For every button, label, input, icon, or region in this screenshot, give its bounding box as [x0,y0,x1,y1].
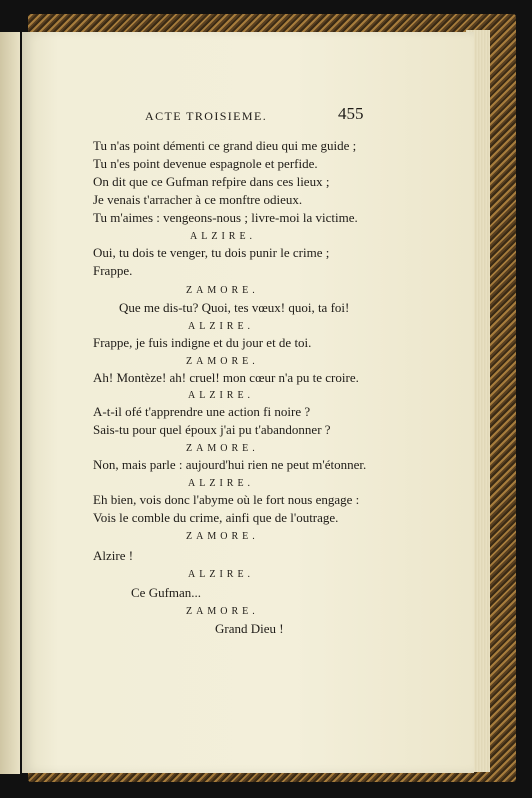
speaker-name: ALZIRE. [188,390,255,401]
verse-line: Frappe. [93,263,133,278]
verse-line: Eh bien, vois donc l'abyme où le fort nous engage : [93,492,360,507]
verse-line: Frappe, je fuis indigne et du jour et de toi. [93,335,312,350]
verse-line: Tu n'es point devenue espagnole et perfide. [93,156,318,171]
verse-line: Ce Gufman... [131,585,202,600]
verse-line: Ah! Montèze! ah! cruel! mon cœur n'a pu te croire. [93,370,359,385]
speaker-name: ALZIRE. [188,478,255,489]
verse-line: Non, mais parle : aujourd'hui rien ne peut m'étonner. [93,457,367,472]
verse-line: Je venais t'arracher à ce monftre odieux. [93,192,303,207]
verse-line: Grand Dieu ! [215,621,284,636]
speaker-name: ZAMORE. [186,531,259,542]
verse-line: Alzire ! [93,548,134,563]
verse-line: Que me dis-tu? Quoi, tes vœux! quoi, ta foi! [119,300,350,315]
verse-line: Tu m'aimes : vengeons-nous ; livre-moi la victime. [93,210,358,225]
speaker-name: ZAMORE. [186,285,259,296]
speaker-name: ZAMORE. [186,356,259,367]
verse-line: Sais-tu pour quel époux j'ai pu t'abandonner ? [93,422,331,437]
speaker-name: ZAMORE. [186,443,259,454]
verse-line: Tu n'as point démenti ce grand dieu qui me guide ; [93,138,357,153]
page-number: 455 [338,104,364,123]
verse-line: On dit que ce Gufman refpire dans ces lieux ; [93,174,330,189]
speaker-name: ALZIRE. [190,231,257,242]
verse-line: Oui, tu dois te venger, tu dois punir le crime ; [93,245,330,260]
facing-page-edge [0,32,20,774]
running-title: ACTE TROISIEME. [145,109,268,123]
speaker-name: ZAMORE. [186,606,259,617]
verse-line: Vois le comble du crime, ainfi que de l'outrage. [93,510,339,525]
speaker-name: ALZIRE. [188,569,255,580]
verse-line: A-t-il ofé t'apprendre une action fi noire ? [93,404,311,419]
speaker-name: ALZIRE. [188,321,255,332]
